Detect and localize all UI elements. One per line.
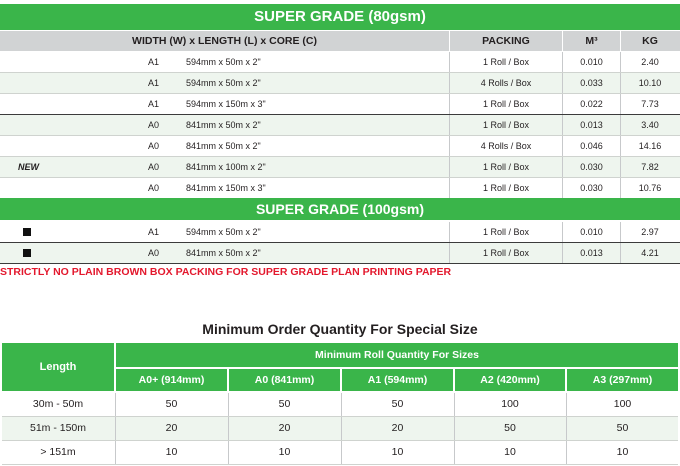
qty-cell: 50 (165, 398, 178, 410)
kg-cell: 3.40 (641, 120, 659, 130)
packing-cell: 1 Roll / Box (482, 162, 530, 172)
packing-cell: 1 Roll / Box (482, 120, 530, 130)
m3-cell: 0.013 (580, 248, 603, 258)
length-header: Length (2, 343, 114, 391)
table-row (2, 441, 678, 464)
m3-header: M³ (585, 35, 598, 47)
size-header-a2: A2 (420mm) (455, 369, 565, 391)
packing-header: PACKING (482, 35, 530, 47)
size-cell: A0 (148, 141, 160, 151)
qty-cell: 100 (613, 398, 632, 410)
size-cell: A0 (148, 120, 160, 130)
packing-cell: 1 Roll / Box (482, 227, 530, 237)
dims-cell: 594mm x 50m x 2" (186, 227, 261, 237)
dims-cell: 594mm x 150m x 3" (186, 99, 266, 109)
m3-cell: 0.030 (580, 183, 603, 193)
dims-cell: 841mm x 50m x 2" (186, 248, 261, 258)
size-cell: A0 (148, 248, 160, 258)
table-row (0, 136, 680, 156)
kg-cell: 7.73 (641, 99, 659, 109)
table-row (0, 115, 680, 135)
kg-cell: 7.82 (641, 162, 659, 172)
qty-cell: 10 (504, 446, 516, 458)
dims-cell: 841mm x 100m x 2" (186, 162, 266, 172)
size-header-a3: A3 (297mm) (567, 369, 678, 391)
column-header-row (0, 31, 680, 51)
length-cell: 30m - 50m (32, 398, 84, 410)
m3-cell: 0.013 (580, 120, 603, 130)
size-cell: A1 (148, 78, 160, 88)
m3-cell: 0.010 (580, 227, 603, 237)
size-header-a0plus: A0+ (914mm) (116, 369, 227, 391)
m3-cell: 0.022 (580, 99, 603, 109)
qty-cell: 50 (504, 422, 516, 434)
dims-cell: 594mm x 50m x 2" (186, 57, 261, 67)
table-row (0, 52, 680, 72)
table-row (0, 94, 680, 114)
size-cell: A1 (148, 99, 160, 109)
qty-cell: 20 (391, 422, 404, 434)
table-row (2, 417, 678, 440)
qty-cell: 50 (391, 398, 404, 410)
size-header-a1: A1 (594mm) (342, 369, 453, 391)
dims-cell: 841mm x 50m x 2" (186, 141, 261, 151)
length-cell: 51m - 150m (29, 422, 87, 434)
bullet-square-icon (23, 249, 31, 257)
kg-cell: 4.21 (641, 248, 659, 258)
dims-cell: 594mm x 50m x 2" (186, 78, 261, 88)
table-row (0, 157, 680, 177)
packing-warning: STRICTLY NO PLAIN BROWN BOX PACKING FOR SUPER GRADE PLAN PRINTING PAPER (0, 266, 452, 278)
qty-cell: 20 (278, 422, 291, 434)
kg-cell: 14.16 (638, 141, 662, 151)
super-grade-80-title: SUPER GRADE (80gsm) (0, 4, 680, 30)
dims-header: WIDTH (W) x LENGTH (L) x CORE (C) (132, 35, 317, 47)
bullet-square-icon (23, 228, 31, 236)
table-row (2, 393, 678, 416)
qty-cell: 10 (165, 446, 178, 458)
m3-cell: 0.046 (580, 141, 603, 151)
size-header-a0: A0 (841mm) (229, 369, 340, 391)
qty-cell: 50 (278, 398, 291, 410)
packing-cell: 1 Roll / Box (482, 99, 530, 109)
table-row (0, 178, 680, 198)
packing-cell: 4 Rolls / Box (480, 141, 532, 151)
kg-cell: 2.40 (641, 57, 659, 67)
packing-cell: 1 Roll / Box (482, 183, 530, 193)
kg-cell: 10.10 (638, 78, 662, 88)
size-cell: A1 (148, 57, 160, 67)
packing-cell: 1 Roll / Box (482, 248, 530, 258)
size-cell: A0 (148, 183, 160, 193)
kg-header: KG (642, 35, 658, 47)
m3-cell: 0.033 (580, 78, 603, 88)
table-row (0, 222, 680, 242)
qty-cell: 50 (616, 422, 629, 434)
qty-cell: 100 (501, 398, 519, 410)
kg-cell: 2.97 (641, 227, 659, 237)
qty-cell: 10 (391, 446, 404, 458)
table-row (0, 73, 680, 93)
table-row (0, 243, 680, 263)
qty-cell: 10 (616, 446, 629, 458)
dims-cell: 841mm x 150m x 3" (186, 183, 266, 193)
m3-cell: 0.030 (580, 162, 603, 172)
new-badge: NEW (18, 162, 39, 172)
length-cell: > 151m (40, 446, 76, 458)
moq-title: Minimum Order Quantity For Special Size (202, 321, 478, 337)
kg-cell: 10.76 (638, 183, 662, 193)
dims-cell: 841mm x 50m x 2" (186, 120, 261, 130)
min-roll-quantity-header: Minimum Roll Quantity For Sizes (116, 343, 678, 367)
packing-cell: 1 Roll / Box (482, 57, 530, 67)
m3-cell: 0.010 (580, 57, 603, 67)
qty-cell: 10 (278, 446, 291, 458)
super-grade-100-title: SUPER GRADE (100gsm) (0, 198, 680, 220)
size-cell: A0 (148, 162, 160, 172)
packing-cell: 4 Rolls / Box (480, 78, 532, 88)
qty-cell: 20 (165, 422, 178, 434)
size-cell: A1 (148, 227, 160, 237)
